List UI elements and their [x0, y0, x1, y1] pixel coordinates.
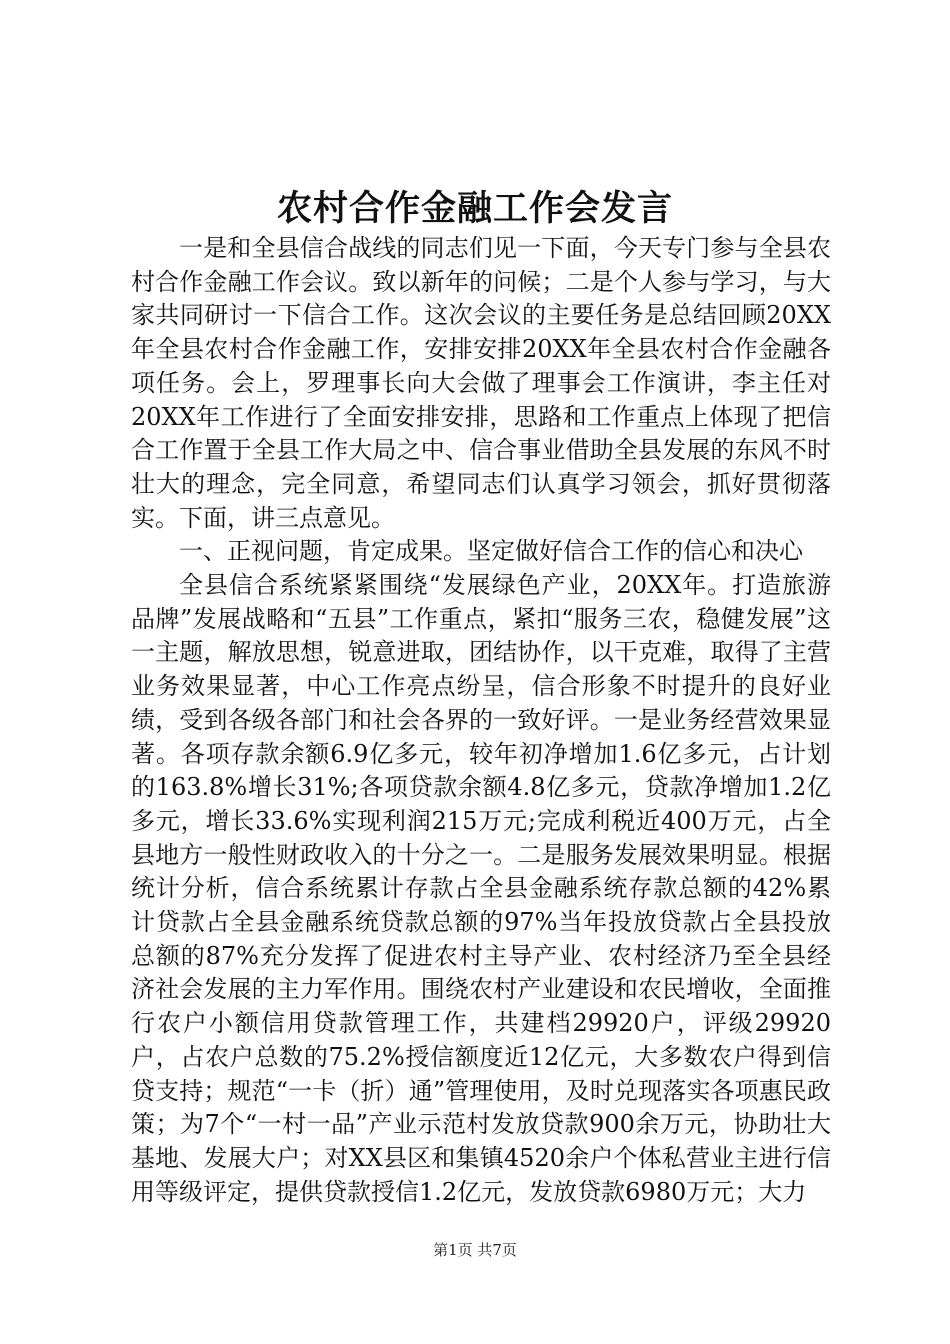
- paragraph-achievements: 全县信合系统紧紧围绕“发展绿色产业，20XX年。打造旅游品牌”发展战略和“五县”工作重点，紧扣“服务三农，稳健发展”这一主题，解放思想，锐意进取，团结协作，以干克难，取得了主营业务效果显著，中心工作亮点纷呈，信合形象不时提升的良好业绩，受到各级各部门和社会各界的一致好评。一是业务经营效果显著。各项存款余额6.9亿多元，较年初净增加1.6亿多元，占计划的163.8%增长31%;各项贷款余额4.8亿多元，贷款净增加1.2亿多元，增长33.6%实现利润215万元;完成利税近400万元，占全县地方一般性财政收入的十分之一。二是服务发展效果明显。根据统计分析，信合系统累计存款占全县金融系统存款总额的42%累计贷款占全县金融系统贷款总额的97%当年投放贷款占全县投放总额的87%充分发挥了促进农村主导产业、农村经济乃至全县经济社会发展的主力军作用。围绕农村产业建设和农民增收，全面推行农户小额信用贷款管理工作，共建档29920户，评级29920户，占农户总数的75.2%授信额度近12亿元，大多数农户得到信贷支持；规范“一卡（折）通”管理使用，及时兑现落实各项惠民政策；为7个“一村一品”产业示范村发放贷款900余万元，协助壮大基地、发展大户；对XX县区和集镇4520余户个体私营业主进行信用等级评定，提供贷款授信1.2亿元，发放贷款6980万元；大力: [131, 571, 831, 1206]
- paragraph-section-heading: 一、正视问题，肯定成果。坚定做好信合工作的信心和决心: [179, 537, 803, 566]
- document-title: 农村合作金融工作会发言: [276, 188, 673, 229]
- paragraph-intro: 一是和全县信合战线的同志们见一下面，今天专门参与全县农村合作金融工作会议。致以新年的问候；二是个人参与学习，与大家共同研讨一下信合工作。这次会议的主要任务是总结回顾20XX年全县农村合作金融工作，安排安排20XX年全县农村合作金融各项任务。会上，罗理事长向大会做了理事会工作演讲，李主任对20XX年工作进行了全面安排安排，思路和工作重点上体现了把信合工作置于全县工作大局之中、信合事业借助全县发展的东风不时壮大的理念，完全同意，希望同志们认真学习领会，抓好贯彻落实。下面，讲三点意见。: [131, 234, 831, 532]
- page-footer: 第1页 共7页: [433, 1241, 517, 1259]
- document-body: [131, 232, 831, 1209]
